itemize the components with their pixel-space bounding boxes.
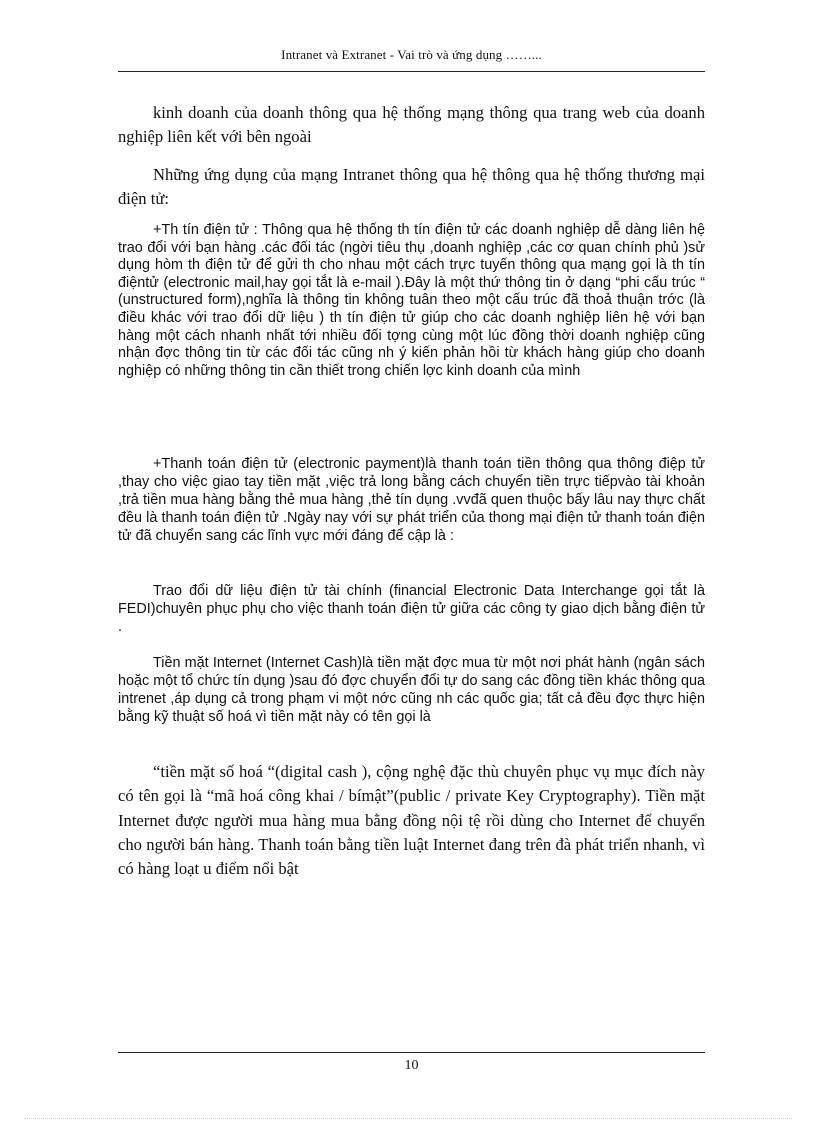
paragraph-1: kinh doanh của doanh thông qua hệ thống mạng thông qua trang web của doanh nghiệp liên kết với bên ngoài xyxy=(118,103,705,146)
paragraph-3: +Th tín điện tử : Thông qua hệ thống th tín điện tử các doanh nghiệp dễ dàng liên hệ trao đổi với bạn hàng .các đối tác (ngời tiêu thụ ,doanh nghiệp ,các cơ quan chính phủ )sử dụng hòm th điện tử để gửi th cho nhau một cách trực tuyến thông qua mạng gọi là th tín điệntử (electronic mail,hay gọi tắt là e-mail ).Đây là một thứ thông tin ở dạng “phi cấu trúc “ (unstructured form),nghĩa là thông tin không tuân theo một cấu trúc đã thoả thuận trớc (là điều khác với trao đổi dữ liệu ) th tín điện tử giúp cho các doanh nghiệp liên hệ với bạn hàng một cách nhanh nhất tới nhiều đối tợng cùng một lúc đồng thời doanh nghiệp cũng nhận đợc thông tin từ các đối tác cũng nh ý kiến phản hồi từ khách hàng giúp cho doanh nghiệp có những thông tin cần thiết trong chiến lợc kinh doanh của mình xyxy=(118,222,705,379)
paragraph-6: Tiền mặt Internet (Internet Cash)là tiền mặt đợc mua từ một nơi phát hành (ngân sách hoặc một tổ chức tín dụng )sau đó đợc chuyển đổi tự do sang các đồng tiền khác thông qua intrenet ,áp dụng cả trong phạm vi một nớc cũng nh các quốc gia; tất cả đều đợc thực hiện bằng kỹ thuật số hoá vì tiền mặt này có tên gọi là xyxy=(118,655,705,725)
paragraph-2: Những ứng dụng của mạng Intranet thông qua hệ thông qua hệ thống thương mại điện tử: xyxy=(118,165,705,208)
paragraph-7: “tiền mặt số hoá “(digital cash ), cộng nghệ đặc thù chuyên phục vụ mục đích này có tên gọi là “mã hoá công khai / bímật”(public / private Key Cryptography). Tiền mặt Internet được người mua hàng mua bằng đồng nội tệ rồi dùng cho Internet để chuyển cho người bán hàng. Thanh toán bằng tiền luật Internet đang trên đà phát triển nhanh, vì có hàng loạt u điểm nổi bật xyxy=(118,762,705,879)
header-rule xyxy=(118,71,705,72)
running-header: Intranet và Extranet - Vai trò và ứng dụng ……... xyxy=(281,47,542,62)
paragraph-4: +Thanh toán điện tử (electronic payment)là thanh toán tiền thông qua thông điệp tử ,thay cho việc giao tay tiền mặt ,việc trả long bằng cách chuyển tiền trực tiếpvào tài khoản ,trả tiền mua hàng bằng thẻ mua hàng ,thẻ tín dụng .vvđã quen thuộc bấy lâu nay thực chất đều là thanh toán điện tử .Ngày nay với sự phát triển của thong mại điện tử thanh toán điện tử đã chuyển sang các lĩnh vực mới đáng để cập là : xyxy=(118,456,705,544)
page-edge-dotted-line xyxy=(24,1118,792,1119)
footer-rule xyxy=(118,1052,705,1053)
paragraph-5: Trao đổi dữ liệu điện tử tài chính (financial Electronic Data Interchange gọi tắt là FEDI)chuyên phục phụ cho việc thanh toán điện tử giữa các công ty giao dịch bằng điện tử . xyxy=(118,583,705,635)
page-number: 10 xyxy=(404,1058,419,1073)
